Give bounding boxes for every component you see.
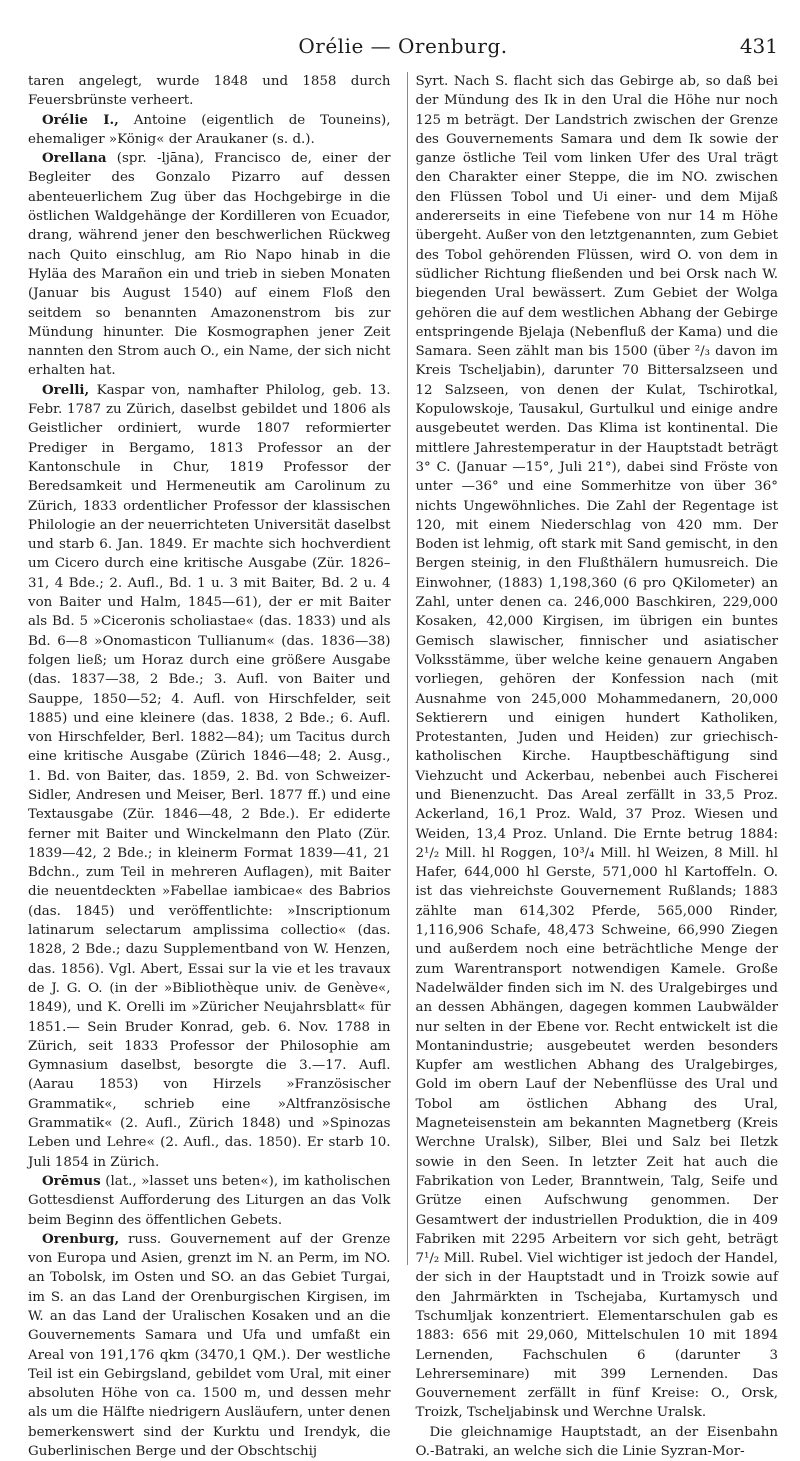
entry-text: taren angelegt, wurde 1848 und 1858 durch Feuersbrünste verheert. [28, 74, 391, 109]
entry-text: (lat., »lasset uns beten«), im katholischen Gottesdienst Aufforderung des Liturgen an das Volk beim Beginn des öffentlichen Gebets. [28, 1173, 391, 1228]
entry-headword: Orelli, [42, 381, 90, 398]
entry-oreel-continuation [28, 72, 391, 111]
entry-headword: Orellana [42, 150, 107, 167]
entry-text: Kaspar von, namhafter Philolog, geb. 13. Febr. 1787 zu Zürich, daselbst gebildet und 1806 als Geistlicher ordiniert, wurde 1807 reformierter Prediger in Bergamo, 1813 Professor an der Kantonschule in Chur, 1819 Professor der Beredsamkeit und Hermeneutik am Carolinum zu Zürich, 1833 ordentlicher Professor der klassischen Philologie an der neuerrichteten Universität daselbst und starb 6. Jan. 1849. Er machte sich hochverdient um Cicero durch eine kritische Ausgabe (Zür. 1826–31, 4 Bde.; 2. Aufl., Bd. 1 u. 3 mit Baiter, Bd. 2 u. 4 von Baiter und Halm, 1845—61), der er mit Baiter als Bd. 5 »Ciceronis scholiastae« (das. 1833) und als Bd. 6—8 »Onomasticon Tullianum« (das. 1836—38) folgen ließ; um Horaz durch eine größere Ausgabe (das. 1837—38, 2 Bde.; 3. Aufl. von Baiter und Sauppe, 1850—52; 4. Aufl. von Hirschfelder, seit 1885) und eine kleinere (das. 1838, 2 Bde.; 6. Aufl. von Hirschfelder, Berl. 1882—84); um Tacitus durch eine kritische Ausgabe (Zürich 1846—48; 2. Ausg., 1. Bd. von Baiter, das. 1859, 2. Bd. von Schweizer-Sidler, Andresen und Meiser, Berl. 1877 ff.) und eine Textausgabe (Zür. 1846—48, 2 Bde.). Er ediderte ferner mit Baiter und Winckelmann den Plato (Zür. 1839—42, 2 Bde.; in kleinerm Format 1839—41, 21 Bdchn., zum Teil in mehreren Auflagen), mit Baiter die neuentdeckten »Fabellae iambicae« des Babrios (das. 1845) und veröffentlichte: »Inscriptionum latinarum selectarum amplissima collectio« (das. 1828, 2 Bde.; dazu Supplementband von W. Henzen, das. 1856). Vgl. Abert, Essai sur la vie et les travaux de J. G. O. (in der »Bibliothèque univ. de Genève«, 1849), und K. Orelli im »Züricher Neujahrsblatt« für 1851.— Sein Bruder Konrad, geb. 6. Nov. 1788 in Zürich, seit 1833 Professor der Philosophie am Gymnasium daselbst, besorgte die 3.—17. Aufl. (Aarau 1853) von Hirzels »Französischer Grammatik«, schrieb eine »Altfranzösische Grammatik« (2. Aufl., Zürich 1848) und »Spinozas Leben und Lehre« (2. Aufl., das. 1850). Er starb 10. Juli 1854 in Zürich. [28, 382, 391, 1170]
entry-orelie [28, 111, 391, 150]
text-columns [28, 72, 779, 1460]
entry-text: Die gleichnamige Hauptstadt, an der Eisenbahn O.-Batraki, an welche sich die Linie Syzran-Mor- [415, 1424, 778, 1460]
entry-text: Syrt. Nach S. flacht sich das Gebirge ab, so daß bei der Mündung des Ik in den Ural die Höhe nur noch 125 m beträgt. Der Landstrich zwischen der Grenze des Gouvernements Samara und dem Ik sowie der ganze östliche Teil vom linken Ufer des Ural trägt den Charakter einer Steppe, die im NO. zwischen den Flüssen Tobol und Ui einer- und dem Mijaß andererseits in eine Tiefebene von nur 14 m Höhe übergeht. Außer von den letztgenannten, zum Gebiet des Tobol gehörenden Flüssen, wird O. von dem in südlicher Richtung fließenden und bei Orsk nach W. biegenden Ural bewässert. Zum Gebiet der Wolga gehören die auf dem westlichen Abhang der Gebirge entspringende Bjelaja (Nebenfluß der Kama) und die Samara. Seen zählt man bis 1500 (über ²/₃ davon im Kreis Tscheljabin), darunter 70 Bittersalzseen und 12 Salzseen, von denen der Kulat, Tschirotkal, Kopulowskoje, Tausakul, Gurtulkul und einige andre ausgebeutet werden. Das Klima ist kontinental. Die mittlere Jahrestemperatur in der Hauptstadt beträgt 3° C. (Januar —15°, Juli 21°), dabei sind Fröste von unter —36° und eine Sommerhitze von über 36° nichts Ungewöhnliches. Die Zahl der Regentage ist 120, mit einem Niederschlag von 420 mm. Der Boden ist lehmig, oft stark mit Sand gemischt, in den Bergen steinig, in den Flußthälern humusreich. Die Einwohner, (1883) 1,198,360 (6 pro QKilometer) an Zahl, unter denen ca. 246,000 Baschkiren, 229,000 Kosaken, 42,000 Kirgisen, im übrigen ein buntes Gemisch slawischer, finnischer und asiatischer Volksstämme, über welche keine genauern Angaben vorliegen, gehören der Konfession nach (mit Ausnahme von 245,000 Mohammedanern, 20,000 Sektierern und einigen hundert Katholiken, Protestanten, Juden und Heiden) zur griechisch-katholischen Kirche. Hauptbeschäftigung sind Viehzucht und Ackerbau, nebenbei auch Fischerei und Bienenzucht. Das Areal zerfällt in 33,5 Proz. Ackerland, 16,1 Proz. Wald, 37 Proz. Wiesen und Weiden, 13,4 Proz. Unland. Die Ernte betrug 1884: 2¹/₂ Mill. hl Roggen, 10³/₄ Mill. hl Weizen, 8 Mill. hl Hafer, 644,000 hl Gerste, 571,000 hl Kartoffeln. O. ist das viehreichste Gouvernement Rußlands; 1883 zählte man 614,302 Pferde, 565,000 Rinder, 1,116,906 Schafe, 48,473 Schweine, 66,990 Ziegen und außerdem noch eine beträchtliche Menge der zum Warentransport notwendigen Kamele. Große Nadelwälder finden sich im N. des Uralgebirges und an dessen Abhängen, dagegen kommen Laubwälder nur selten in der Ebene vor. Recht entwickelt ist die Montanindustrie; ausgebeutet werden besonders Kupfer am westlichen Abhang des Uralgebirges, Gold im obern Lauf der Nebenflüsse des Ural und Tobol am östlichen Abhang des Ural, Magneteisenstein am bekannten Magnetberg (Kreis Werchne Uralsk), Silber, Blei und Salz bei Iletzk sowie in den Seen. In letzter Zeit hat auch die Fabrikation von Leder, Branntwein, Talg, Seife und Grütze einen Aufschwung genommen. Der Gesamtwert der industriellen Produktion, die in 409 Fabriken mit 2295 Arbeitern vor sich geht, beträgt 7¹/₂ Mill. Rubel. Viel wichtiger ist jedoch der Handel, der sich in der Hauptstadt und in Troizk sowie auf den Jahrmärkten in Tschejaba, Kurtamysch und Tschumljak konzentriert. Elementarschulen gab es 1883: 656 mit 29,060, Mittelschulen 10 mit 1894 Lernenden, Fachschulen 6 (darunter 3 Lehrerseminare) mit 399 Lernenden. Das Gouvernement zerfällt in fünf Kreise: O., Orsk, Troizk, Tscheljabinsk und Werchne Uralsk. [415, 74, 779, 1421]
left-column [28, 72, 391, 1460]
entry-orellana [28, 149, 391, 381]
entry-text: (spr. -ljāna), Francisco de, einer der Begleiter des Gonzalo Pizarro auf dessen abenteuerlichem Zug über das Hochgebirge in die östlichen Waldgehänge der Kordilleren von Ecuador, drang, während jener den beschwerlichen Rückweg nach Quito einschlug, am Rio Napo hinab in die Hyläa des Marañon ein und trieb in sieben Monaten (Januar bis August 1540) auf einem Floß den seitdem so benannten Amazonenstrom bis zur Mündung hinunter. Die Kosmographen jener Zeit nannten den Strom auch O., ein Name, der sich nicht erhalten hat. [28, 151, 391, 379]
entry-oremus [28, 1172, 391, 1230]
page-header [28, 30, 778, 66]
entry-headword: Orenburg, [42, 1230, 120, 1247]
entry-orenburg-city [416, 1423, 779, 1461]
entry-orelli [28, 381, 391, 1172]
entry-text: russ. Gouvernement auf der Grenze von Europa und Asien, grenzt im N. an Perm, im NO. an Tobolsk, im Osten und SO. an das Gebiet Turgai, im S. an das Land der Orenburgischen Kirgisen, im W. an das Land der Uralischen Kosaken und an die Gouvernements Samara und Ufa und umfaßt ein Areal von 191,176 qkm (3470,1 QM.). Der westliche Teil ist ein Gebirgsland, gebildet vom Ural, mit einer absoluten Höhe von ca. 1500 m, und dessen mehr als um die Hälfte niedrigern Ausläufern, unter denen bemerkenswert sind der Kurktu und Irendyk, die Guberlinischen Berge und der Obschtschij [28, 1231, 391, 1460]
page-number: 431 [739, 34, 778, 58]
entry-headword: Orēmus [42, 1172, 101, 1189]
running-header-title: Orélie — Orenburg. [298, 34, 508, 58]
right-column [407, 72, 779, 1460]
entry-headword: Orélie I., [42, 111, 119, 128]
entry-orenburg [28, 1230, 391, 1461]
entry-orenburg-continuation [416, 72, 779, 1423]
entry-text: Antoine (eigentlich de Touneins), ehemaliger »König« der Araukaner (s. d.). [28, 112, 391, 147]
